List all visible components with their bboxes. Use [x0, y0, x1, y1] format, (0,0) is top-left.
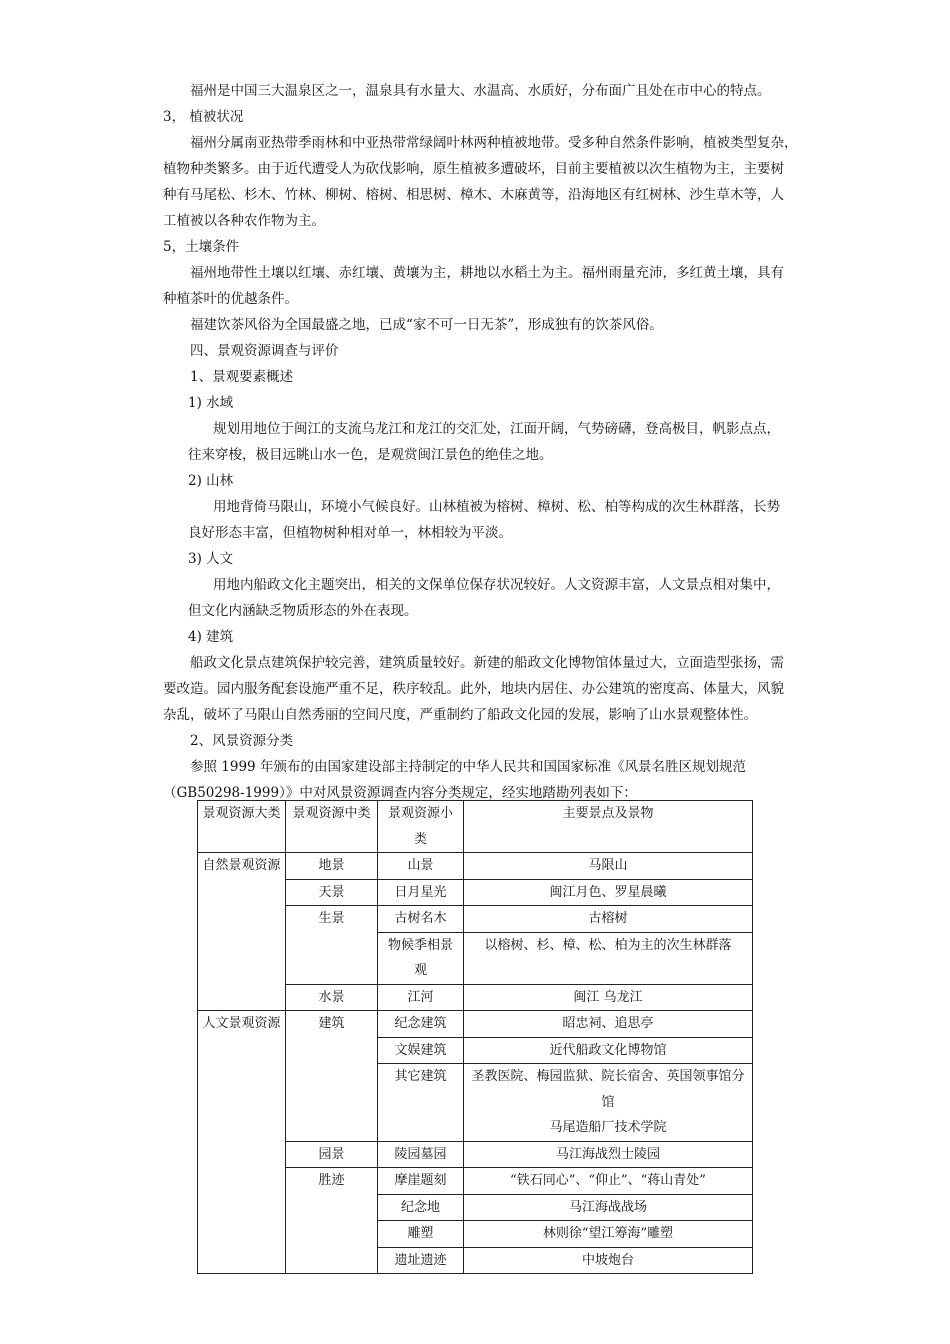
header-major-class: 景观资源大类 — [198, 801, 286, 853]
minor-class: 陵园墓园 — [378, 1141, 464, 1168]
paragraph-soil-2: 种植茶叶的优越条件。 — [163, 291, 298, 307]
main-sights: 昭忠祠、追思亭 — [464, 1011, 753, 1038]
table-row — [198, 853, 753, 880]
main-sights: 圣教医院、梅园监狱、院长宿舍、英国领事馆分馆 — [471, 1069, 745, 1110]
paragraph-reference-1: 参照 1999 年颁布的由国家建设部主持制定的中华人民共和国国家标准《风景名胜区规划规范 — [190, 759, 746, 775]
header-main-sights: 主要景点及景物 — [464, 801, 753, 853]
paragraph-architecture-2: 要改造。园内服务配套设施严重不足，秩序较乱。此外，地块内居住、办公建筑的密度高、体量大，风貌 — [163, 681, 784, 697]
paragraph-soil-1: 福州地带性土壤以红壤、赤红壤、黄壤为主，耕地以水稻土为主。福州雨量充沛，多红黄土壤，具有 — [190, 265, 784, 281]
main-sights: 闽江月色、罗星晨曦 — [464, 879, 753, 906]
header-minor-class: 景观资源小类 — [378, 801, 464, 853]
mid-class: 园景 — [286, 1141, 378, 1168]
main-sights-extra: 马尾造船厂技术学院 — [549, 1120, 667, 1135]
mid-class: 胜迹 — [286, 1168, 378, 1274]
minor-class: 纪念建筑 — [378, 1011, 464, 1038]
paragraph-culture-1: 用地内船政文化主题突出，相关的文保单位保存状况较好。人文资源丰富，人文景点相对集中， — [213, 577, 780, 593]
heading-culture: 3) 人文 — [188, 551, 234, 567]
minor-class: 江河 — [378, 984, 464, 1011]
main-sights: 古榕树 — [464, 906, 753, 933]
resource-classification-table — [197, 800, 753, 1274]
heading-vegetation: 3， 植被状况 — [163, 109, 244, 125]
heading-architecture: 4) 建筑 — [188, 629, 234, 645]
paragraph-architecture-3: 杂乱，破坏了马限山自然秀丽的空间尺度，严重制约了船政文化园的发展，影响了山水景观整体性。 — [163, 707, 757, 723]
mid-class: 地景 — [286, 853, 378, 880]
minor-class: 物候季相景观 — [378, 932, 464, 984]
paragraph-hot-spring: 福州是中国三大温泉区之一，温泉具有水量大、水温高、水质好，分布面广且处在市中心的特点。 — [190, 83, 771, 99]
heading-resource-classification: 2、风景资源分类 — [190, 733, 294, 749]
main-sights: 马江海战烈士陵园 — [464, 1141, 753, 1168]
minor-class: 雕塑 — [378, 1221, 464, 1248]
heading-soil: 5，土壤条件 — [163, 239, 240, 255]
major-class-cultural: 人文景观资源 — [198, 1011, 286, 1274]
minor-class: 古树名木 — [378, 906, 464, 933]
main-sights: 马限山 — [464, 853, 753, 880]
table-row — [198, 1011, 753, 1038]
paragraph-water-1: 规划用地位于闽江的支流乌龙江和龙江的交汇处，江面开阔，气势磅礴，登高极目，帆影点点， — [213, 421, 780, 437]
minor-class: 文娱建筑 — [378, 1037, 464, 1064]
minor-class: 山景 — [378, 853, 464, 880]
main-sights-multi — [464, 1064, 753, 1142]
heading-water: 1) 水域 — [188, 395, 234, 411]
paragraph-vegetation-1: 福州分属南亚热带季雨林和中亚热带常绿阔叶林两种植被地带。受多种自然条件影响，植被类型复杂， — [190, 135, 798, 151]
paragraph-vegetation-4: 工植被以各种农作物为主。 — [163, 213, 325, 229]
paragraph-water-2: 往来穿梭，极目远眺山水一色，是观赏闽江景色的绝佳之地。 — [188, 447, 553, 463]
mid-class: 生景 — [286, 906, 378, 985]
paragraph-reference-2: （GB50298-1999）》中对风景资源调查内容分类规定，经实地踏勘列表如下： — [163, 785, 637, 801]
mid-class: 天景 — [286, 879, 378, 906]
minor-class: 纪念地 — [378, 1194, 464, 1221]
paragraph-culture-2: 但文化内涵缺乏物质形态的外在表现。 — [188, 603, 418, 619]
paragraph-vegetation-3: 种有马尾松、杉木、竹林、柳树、榕树、相思树、樟木、木麻黄等，沿海地区有红树林、沙生草木等，人 — [163, 187, 784, 203]
paragraph-forest-1: 用地背倚马限山，环境小气候良好。山林植被为榕树、樟树、松、柏等构成的次生林群落，长势 — [213, 499, 780, 515]
main-sights: 闽江 乌龙江 — [464, 984, 753, 1011]
main-sights: 林则徐“望江筹海”雕塑 — [464, 1221, 753, 1248]
minor-class: 日月星光 — [378, 879, 464, 906]
paragraph-vegetation-2: 植物种类繁多。由于近代遭受人为砍伐影响，原生植被多遭破坏，目前主要植被以次生植物为主，主要树 — [163, 161, 784, 177]
main-sights: 以榕树、杉、樟、松、柏为主的次生林群落 — [464, 932, 753, 984]
main-sights: 中坡炮台 — [464, 1247, 753, 1274]
heading-forest: 2) 山林 — [188, 473, 234, 489]
paragraph-forest-2: 良好形态丰富，但植物树种相对单一，林相较为平淡。 — [188, 525, 512, 541]
main-sights: “铁石同心”、“仰止”、“蒋山青处” — [464, 1168, 753, 1195]
heading-landscape-overview: 1、景观要素概述 — [190, 369, 294, 385]
mid-class: 水景 — [286, 984, 378, 1011]
minor-class: 遗址遗迹 — [378, 1247, 464, 1274]
mid-class: 建筑 — [286, 1011, 378, 1142]
header-mid-class: 景观资源中类 — [286, 801, 378, 853]
minor-class: 摩崖题刻 — [378, 1168, 464, 1195]
main-sights: 马江海战战场 — [464, 1194, 753, 1221]
main-sights: 近代船政文化博物馆 — [464, 1037, 753, 1064]
heading-section-4: 四、景观资源调查与评价 — [190, 343, 339, 359]
paragraph-architecture-1: 船政文化景点建筑保护较完善，建筑质量较好。新建的船政文化博物馆体量过大，立面造型张扬，需 — [190, 655, 784, 671]
table-header-row — [198, 801, 753, 853]
major-class-natural: 自然景观资源 — [198, 853, 286, 1011]
minor-class: 其它建筑 — [378, 1064, 464, 1142]
paragraph-tea: 福建饮茶风俗为全国最盛之地，已成“家不可一日无茶”，形成独有的饮茶风俗。 — [190, 317, 663, 333]
